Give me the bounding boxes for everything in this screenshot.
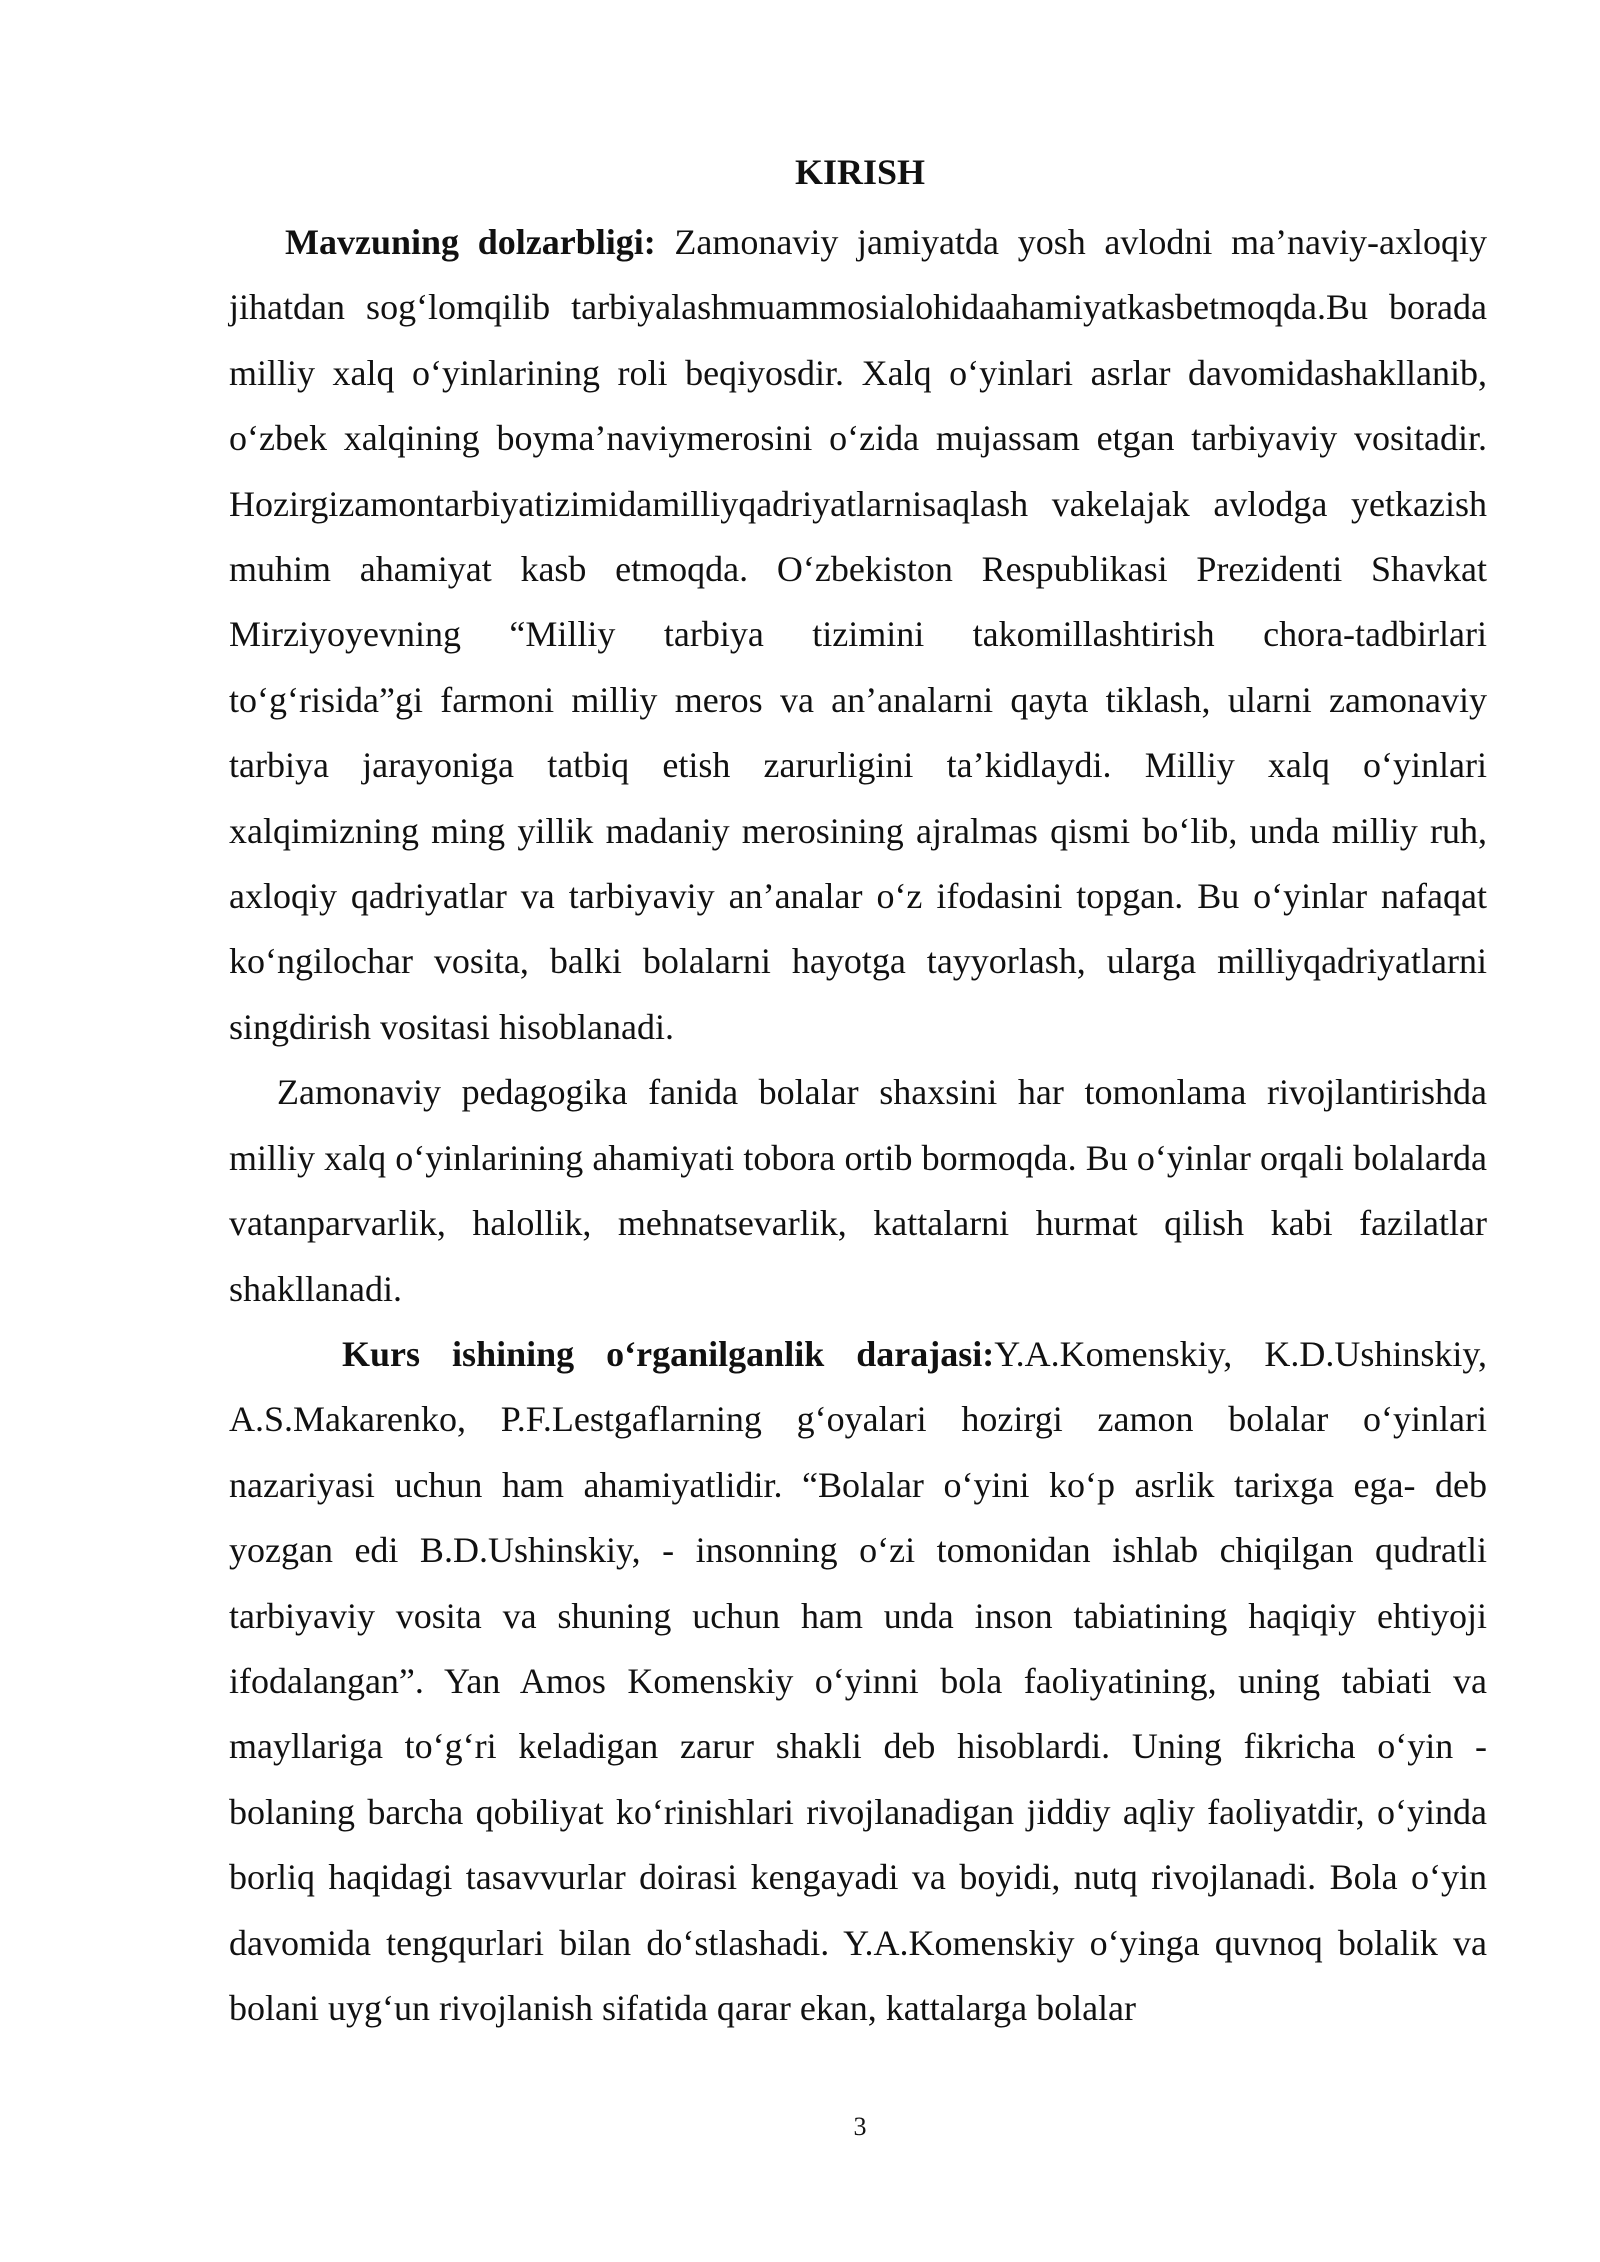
paragraph-text: Zamonaviy pedagogika fanida bolalar shaxsini har tomonlama rivojlantirishda milliy xalq o‘yinlarining ahamiyati tobora ortib bormoqda. Bu o‘yinlar orqali bolalarda vatanparvarlik, halollik, mehnatsevarlik, kattalarni hurmat qilish kabi fazilatlar shakllanadi.	[229, 1072, 1487, 1309]
paragraph-lead: Mavzuning dolzarbligi:	[285, 222, 656, 262]
paragraph-pedagogy	[229, 1060, 1487, 1322]
paragraph-lead: Kurs ishining o‘rganilganlik darajasi:	[342, 1333, 995, 1374]
page-number: 3	[853, 2112, 867, 2141]
body-text	[229, 210, 1487, 2041]
section-title: KIRISH	[794, 152, 926, 192]
paragraph-research-level	[229, 1322, 1487, 2041]
paragraph-relevance	[229, 210, 1487, 1060]
paragraph-text: Y.A.Komenskiy, K.D.Ushinskiy, A.S.Makarenko, P.F.Lestgaflarning g‘oyalari hozirgi zamon bolalar o‘yinlari nazariyasi uchun ham ahamiyatlidir. “Bolalar o‘yini ko‘p asrlik tarixga ega- deb yozgan edi B.D.Ushinskiy, - insonning o‘zi tomonidan ishlab chiqilgan qudratli tarbiyaviy vosita va shuning uchun ham unda inson tabiatining haqiqiy ehtiyoji ifodalangan”. Yan Amos Komenskiy o‘yinni bola faoliyatining, uning tabiati va mayllariga to‘g‘ri keladigan zarur shakli deb hisoblardi. Uning fikricha o‘yin - bolaning barcha qobiliyat ko‘rinishlari rivojlanadigan jiddiy aqliy faoliyatdir, o‘yinda borliq haqidagi tasavvurlar doirasi kengayadi va boyidi, nutq rivojlanadi. Bola o‘yin davomida tengqurlari bilan do‘stlashadi. Y.A.Komenskiy o‘yinga quvnoq bolalik va bolani uyg‘un rivojlanish sifatida qarar ekan, kattalarga bolalar	[229, 1333, 1487, 2028]
paragraph-text: Zamonaviy jamiyatda yosh avlodni ma’naviy-axloqiy jihatdan sog‘lomqilib tarbiyalashmuammosialohidaahamiyatkasbetmoqda.Bu borada milliy xalq o‘yinlarining roli beqiyosdir. Xalq o‘yinlari asrlar davomidashakllanib, o‘zbek xalqining boyma’naviymerosini o‘zida mujassam etgan tarbiyaviy vositadir. Hozirgizamontarbiyatizimidamilliyqadriyatlarnisaqlash vakelajak avlodga yetkazish muhim ahamiyat kasb etmoqda. O‘zbekiston Respublikasi Prezidenti Shavkat Mirziyoyevning “Milliy tarbiya tizimini takomillashtirish chora-tadbirlari to‘g‘risida”gi farmoni milliy meros va an’analarni qayta tiklash, ularni zamonaviy tarbiya jarayoniga tatbiq etish zarurligini ta’kidlaydi. Milliy xalq o‘yinlari xalqimizning ming yillik madaniy merosining ajralmas qismi bo‘lib, unda milliy ruh, axloqiy qadriyatlar va tarbiyaviy an’analar o‘z ifodasini topgan. Bu o‘yinlar nafaqat ko‘ngilochar vosita, balki bolalarni hayotga tayyorlash, ularga milliyqadriyatlarni singdirish vositasi hisoblanadi.	[229, 222, 1487, 1047]
